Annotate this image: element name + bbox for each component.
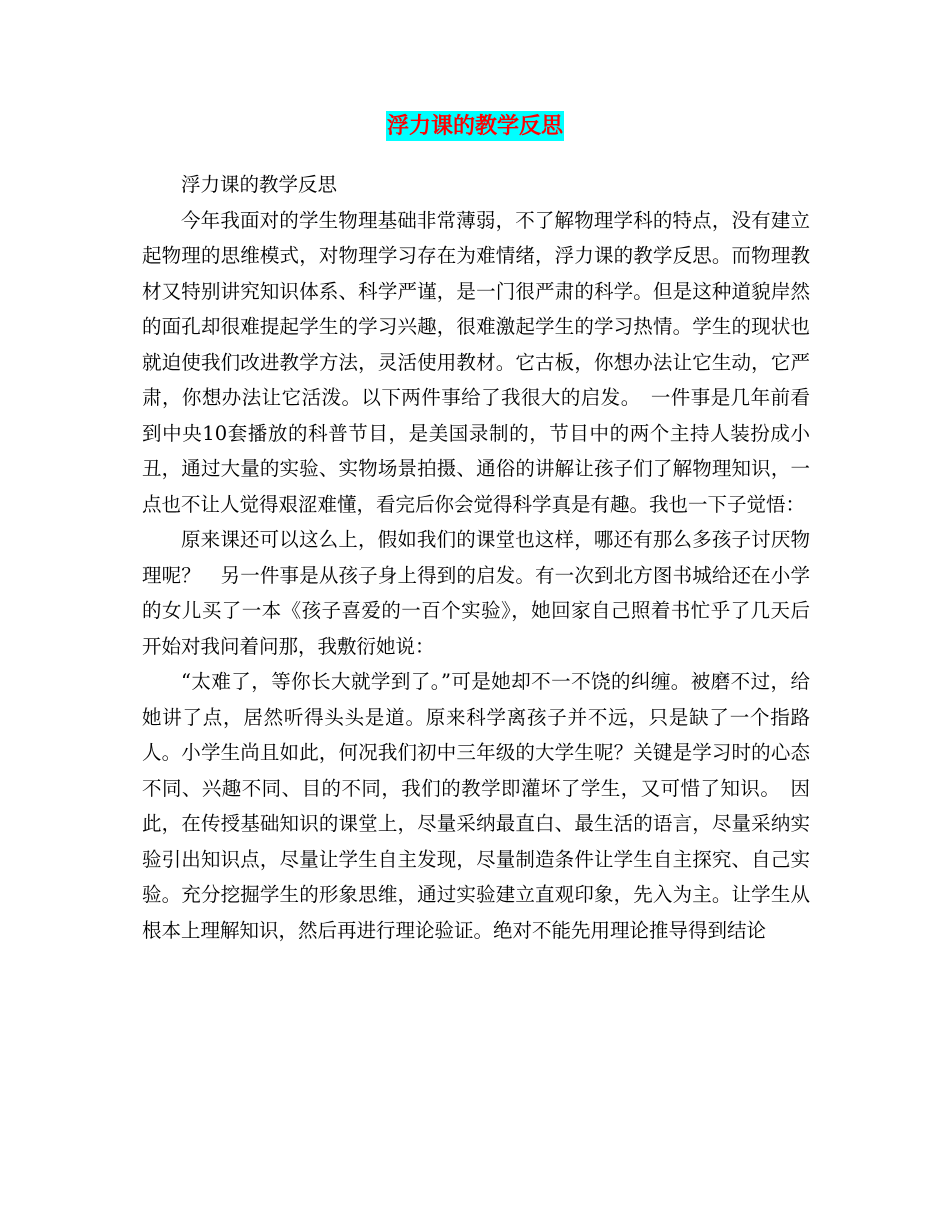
paragraph-1: 今年我面对的学生物理基础非常薄弱，不了解物理学科的特点，没有建立起物理的思维模式，对物理学习存在为难情绪，浮力课的教学反思。而物理教材又特别讲究知识体系、科学严谨，是一门很严肃的科学。但是这种道貌岸然的面孔却很难提起学生的学习兴趣，很难激起学生的学习热情。学生的现状也就迫使我们改进教学方法，灵活使用教材。它古板，你想办法让它生动，它严肃，你想办法让它活泼。以下两件事给了我很大的启发。 一件事是几年前看到中央10套播放的科普节目，是美国录制的，节目中的两个主持人装扮成小丑，通过大量的实验、实物场景拍摄、通俗的讲解让孩子们了解物理知识，一点也不让人觉得艰涩难懂，看完后你会觉得科学真是有趣。我也一下子觉悟： xyxy=(142,208,810,516)
document-title: 浮力课的教学反思 xyxy=(386,113,563,139)
paragraph-subtitle: 浮力课的教学反思 xyxy=(181,173,338,196)
paragraph-2: 原来课还可以这么上，假如我们的课堂也这样，哪还有那么多孩子讨厌物理呢？ 另一件事是从孩子身上得到的启发。有一次到北方图书城给还在小学的女儿买了一本《孩子喜爱的一百个实验》，她回家自己照着书忙乎了几天后开始对我问着问那，我敷衍她说： xyxy=(142,528,810,658)
paragraph-3: “太难了，等你长大就学到了。”可是她却不一不饶的纠缠。被磨不过，给她讲了点，居然听得头头是道。原来科学离孩子并不远，只是缺了一个指路人。小学生尚且如此，何况我们初中三年级的大学生呢？关键是学习时的心态不同、兴趣不同、目的不同，我们的教学即灌坏了学生，又可惜了知识。 因此，在传授基础知识的课堂上，尽量采纳最直白、最生活的语言，尽量采纳实验引出知识点，尽量让学生自主发现，尽量制造条件让学生自主探究、自己实验。充分挖掘学生的形象思维，通过实验建立直观印象，先入为主。让学生从根本上理解知识，然后再进行理论验证。绝对不能先用理论推导得到结论 xyxy=(142,670,810,942)
title-block xyxy=(0,111,950,141)
document-body xyxy=(142,167,810,948)
